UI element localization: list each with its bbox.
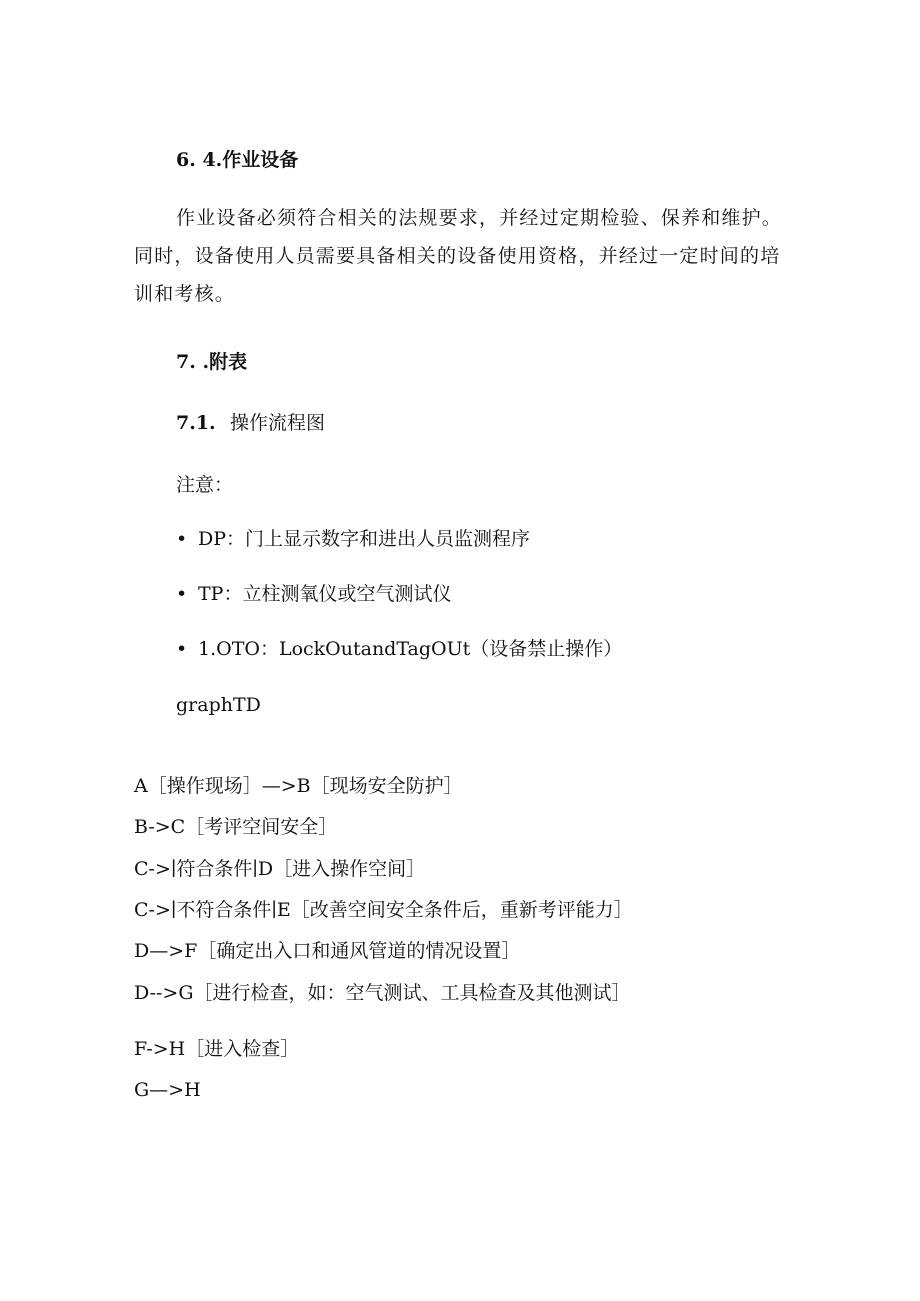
section-6-4-heading: 6. 4.作业设备 bbox=[176, 149, 299, 171]
section-7-1-number: 7.1. bbox=[176, 412, 216, 434]
notes-item-text: DP：门上显示数字和进出人员监测程序 bbox=[198, 528, 531, 550]
flowchart-line: D-->G［进行检查，如：空气测试、工具检查及其他测试］ bbox=[134, 982, 631, 1004]
flowchart-header: graphTD bbox=[176, 694, 261, 716]
section-7-1-title: 操作流程图 bbox=[230, 412, 326, 434]
flowchart-line: C->∣不符合条件∣E［改善空间安全条件后，重新考评能力］ bbox=[134, 899, 633, 921]
notes-item bbox=[176, 637, 622, 661]
flowchart-line: D—>F［确定出入口和通风管道的情况设置］ bbox=[134, 940, 521, 962]
section-6-4-paragraph: 作业设备必须符合相关的法规要求，并经过定期检验、保养和维护。同时，设备使用人员需要具备相关的设备使用资格，并经过一定时间的培训和考核。 bbox=[134, 207, 783, 305]
section-7-heading: 7. .附表 bbox=[176, 351, 248, 373]
flowchart-line: C->∣符合条件∣D［进入操作空间］ bbox=[134, 858, 426, 880]
notes-item-text: TP：立柱测氧仪或空气测试仪 bbox=[198, 583, 452, 605]
flowchart-line: G—>H bbox=[134, 1079, 201, 1101]
flowchart-line: F->H［进入检查］ bbox=[134, 1038, 300, 1060]
notes-item-text: 1.OTO：LockOutandTagOUt（设备禁止操作） bbox=[198, 638, 623, 660]
bullet-dot-icon: • bbox=[176, 528, 188, 550]
notes-label: 注意： bbox=[176, 474, 234, 496]
notes-item bbox=[176, 582, 451, 606]
flowchart-line: B->C［考评空间安全］ bbox=[134, 816, 338, 838]
bullet-dot-icon: • bbox=[176, 638, 188, 660]
notes-item bbox=[176, 527, 530, 551]
bullet-dot-icon: • bbox=[176, 583, 188, 605]
section-7-1-heading bbox=[176, 411, 325, 435]
flowchart-line: A［操作现场］—>B［现场安全防护］ bbox=[134, 775, 463, 797]
